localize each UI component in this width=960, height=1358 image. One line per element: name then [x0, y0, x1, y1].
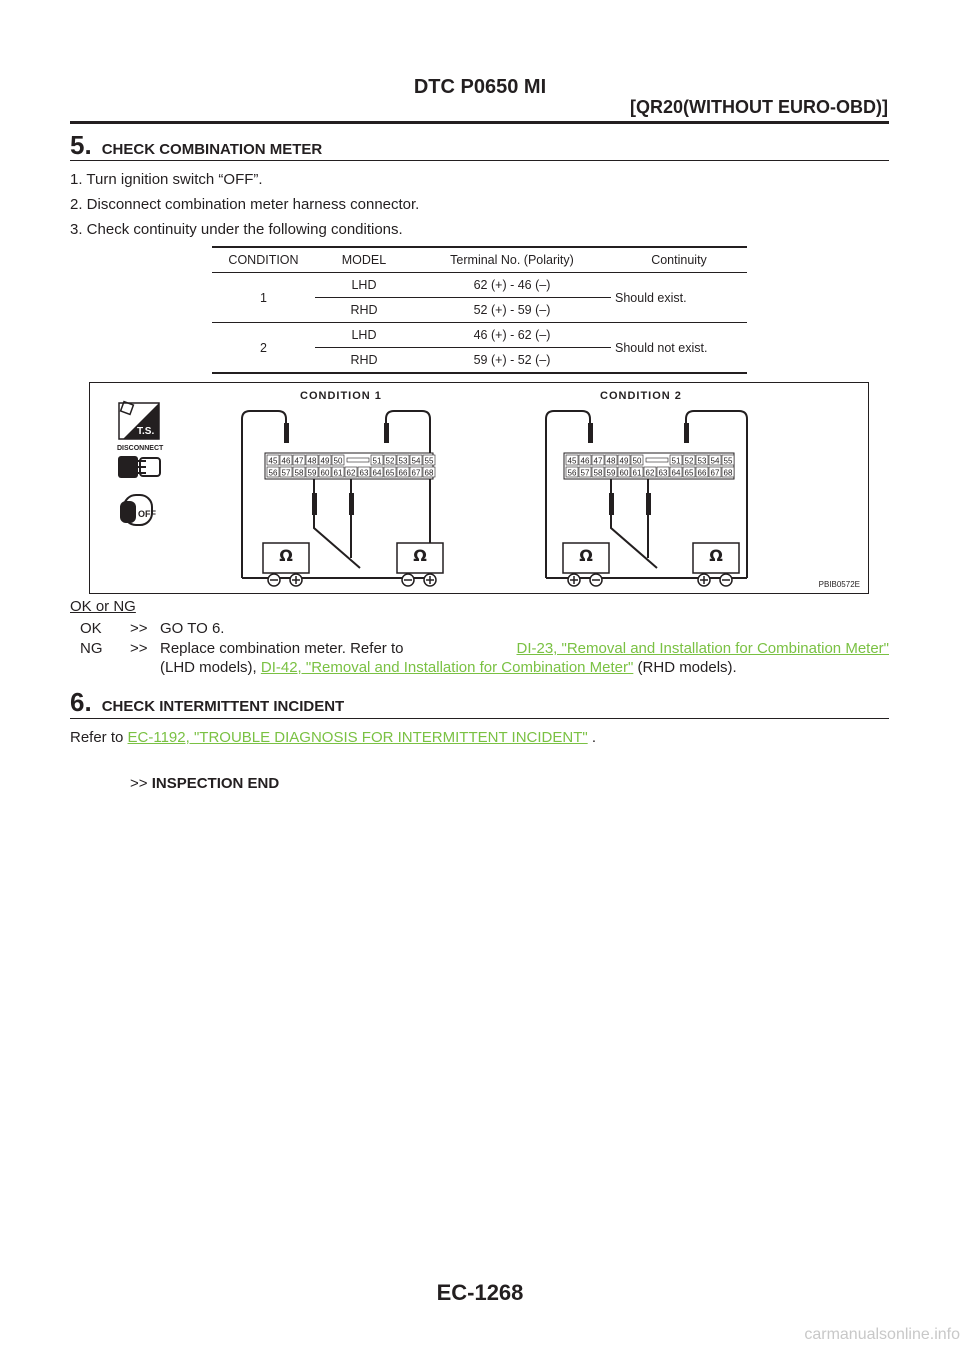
link-di-23[interactable]: DI-23, "Removal and Installation for Combination Meter": [516, 640, 889, 657]
step-title: CHECK COMBINATION METER: [101, 141, 323, 158]
ignition-off-icon: [120, 495, 156, 525]
pin-label: 53: [697, 456, 707, 466]
pin-label: 62: [645, 468, 655, 478]
pin-label: 60: [320, 468, 330, 478]
table-header-row: [212, 247, 747, 273]
pin-label: 59: [307, 468, 317, 478]
pin-label: 56: [268, 468, 278, 478]
end-arrow: >>: [130, 775, 148, 792]
pin-label: 67: [411, 468, 421, 478]
pin-label: 46: [281, 456, 291, 466]
disconnect-label: DISCONNECT: [117, 445, 164, 452]
pin-label: 64: [372, 468, 382, 478]
ng-text: (LHD models),: [160, 659, 257, 676]
pin-label: 59: [606, 468, 616, 478]
instruction-1: 1. Turn ignition switch “OFF”.: [70, 171, 263, 188]
refer-prefix: Refer to: [70, 729, 124, 746]
ok-or-ng-label: OK or NG: [70, 598, 136, 615]
pin-label: 60: [619, 468, 629, 478]
pin-label: 61: [632, 468, 642, 478]
cell-model: RHD: [350, 353, 378, 367]
step-5-heading: 5 . CHECK COMBINATION METER: [70, 130, 323, 160]
cell-continuity: Should not exist.: [611, 323, 747, 374]
ok-text: GO TO 6.: [160, 620, 225, 637]
pin-label: 45: [567, 456, 577, 466]
cell-continuity: Should exist.: [615, 290, 687, 305]
pin-label: 46: [580, 456, 590, 466]
ts-label: T.S.: [137, 426, 155, 437]
ohmmeter-icon: Ω: [709, 546, 723, 565]
pin-label: 62: [346, 468, 356, 478]
condition-2-label: CONDITION 2: [600, 390, 682, 402]
ng-text: (RHD models).: [637, 659, 737, 676]
pin-label: 52: [385, 456, 395, 466]
instruction-2: 2. Disconnect combination meter harness connector.: [70, 196, 420, 213]
condition-2-diagram: [546, 411, 747, 578]
page-subtitle: [QR20(WITHOUT EURO-OBD)]: [630, 97, 888, 117]
pin-label: 57: [281, 468, 291, 478]
link-di-42[interactable]: DI-42, "Removal and Installation for Combination Meter": [260, 659, 634, 676]
ok-label: OK: [80, 620, 102, 637]
cell-model: RHD: [350, 303, 378, 317]
pin-label: 50: [333, 456, 343, 466]
header-rule: [70, 121, 889, 124]
pin-label: 48: [307, 456, 317, 466]
continuity-table: [212, 246, 747, 374]
cell-condition: 1: [260, 290, 267, 305]
ng-arrow: >>: [130, 640, 148, 657]
page-number: EC-1268: [436, 1280, 524, 1305]
pin-label: 67: [710, 468, 720, 478]
ng-line-1: [160, 640, 889, 657]
pin-label: 51: [372, 456, 382, 466]
off-label: OFF: [138, 509, 156, 519]
pin-label: 63: [658, 468, 668, 478]
pin-label: 47: [294, 456, 304, 466]
cell-terminal: 62 (+) - 46 (–): [413, 273, 611, 298]
continuity-figure: [89, 382, 869, 594]
step-number: 5: [70, 130, 85, 160]
instruction-3: 3. Check continuity under the following conditions.: [70, 221, 403, 238]
pin-label: 50: [632, 456, 642, 466]
pin-label: 57: [580, 468, 590, 478]
condition-1-diagram: [242, 411, 443, 578]
refer-line: [70, 729, 596, 746]
ng-line-2: [160, 659, 737, 676]
table-row: [212, 323, 747, 348]
step-number: 6: [70, 687, 85, 717]
pin-label: 66: [697, 468, 707, 478]
col-terminal: Terminal No. (Polarity): [450, 253, 574, 267]
table-row: [212, 273, 747, 298]
pin-label: 65: [684, 468, 694, 478]
pin-label: 56: [567, 468, 577, 478]
pin-label: 54: [710, 456, 720, 466]
watermark: carmanualsonline.info: [804, 1326, 960, 1343]
ohmmeter-icon: Ω: [413, 546, 427, 565]
cell-condition: 2: [212, 323, 315, 374]
cell-model: LHD: [315, 323, 413, 348]
cell-model: LHD: [315, 273, 413, 298]
pin-label: 52: [684, 456, 694, 466]
page-title: DTC P0650 MI: [413, 76, 547, 98]
ng-label: NG: [80, 640, 103, 657]
col-condition: CONDITION: [228, 253, 299, 267]
step-6-rule: [70, 718, 889, 719]
ng-text: Replace combination meter. Refer to: [160, 640, 404, 657]
end-text: INSPECTION END: [151, 775, 280, 792]
pin-label: 66: [398, 468, 408, 478]
cell-terminal: 52 (+) - 59 (–): [473, 303, 551, 317]
ohmmeter-icon: Ω: [579, 546, 593, 565]
pin-label: 51: [671, 456, 681, 466]
figure-code: PBIB0572E: [818, 580, 860, 589]
cell-terminal: 46 (+) - 62 (–): [413, 323, 611, 348]
step-5-rule: [70, 160, 889, 161]
pin-label: 54: [411, 456, 421, 466]
pin-label: 65: [385, 468, 395, 478]
pin-label: 55: [424, 456, 434, 466]
ohmmeter-icon: Ω: [279, 546, 293, 565]
ts-icon: [119, 402, 159, 439]
pin-label: 45: [268, 456, 278, 466]
pin-label: 61: [333, 468, 343, 478]
pin-label: 48: [606, 456, 616, 466]
col-continuity: Continuity: [651, 253, 707, 267]
refer-suffix: .: [591, 729, 597, 746]
ok-arrow: >>: [130, 620, 148, 637]
pin-label: 58: [294, 468, 304, 478]
pin-label: 55: [723, 456, 733, 466]
step-title: CHECK INTERMITTENT INCIDENT: [101, 698, 345, 715]
link-ec-1192[interactable]: EC-1192, "TROUBLE DIAGNOSIS FOR INTERMITTENT INCIDENT": [127, 729, 588, 746]
cell-terminal: 59 (+) - 52 (–): [473, 353, 551, 367]
pin-label: 49: [619, 456, 629, 466]
col-model: MODEL: [341, 253, 387, 267]
disconnect-icon: [117, 445, 164, 478]
pin-label: 49: [320, 456, 330, 466]
pin-label: 64: [671, 468, 681, 478]
pin-label: 68: [424, 468, 434, 478]
pin-label: 58: [593, 468, 603, 478]
pin-label: 47: [593, 456, 603, 466]
pin-label: 63: [359, 468, 369, 478]
pin-label: 53: [398, 456, 408, 466]
step-6-heading: 6 . CHECK INTERMITTENT INCIDENT: [70, 687, 345, 717]
condition-1-label: CONDITION 1: [300, 390, 382, 402]
pin-label: 68: [723, 468, 733, 478]
inspection-end: [130, 775, 279, 792]
